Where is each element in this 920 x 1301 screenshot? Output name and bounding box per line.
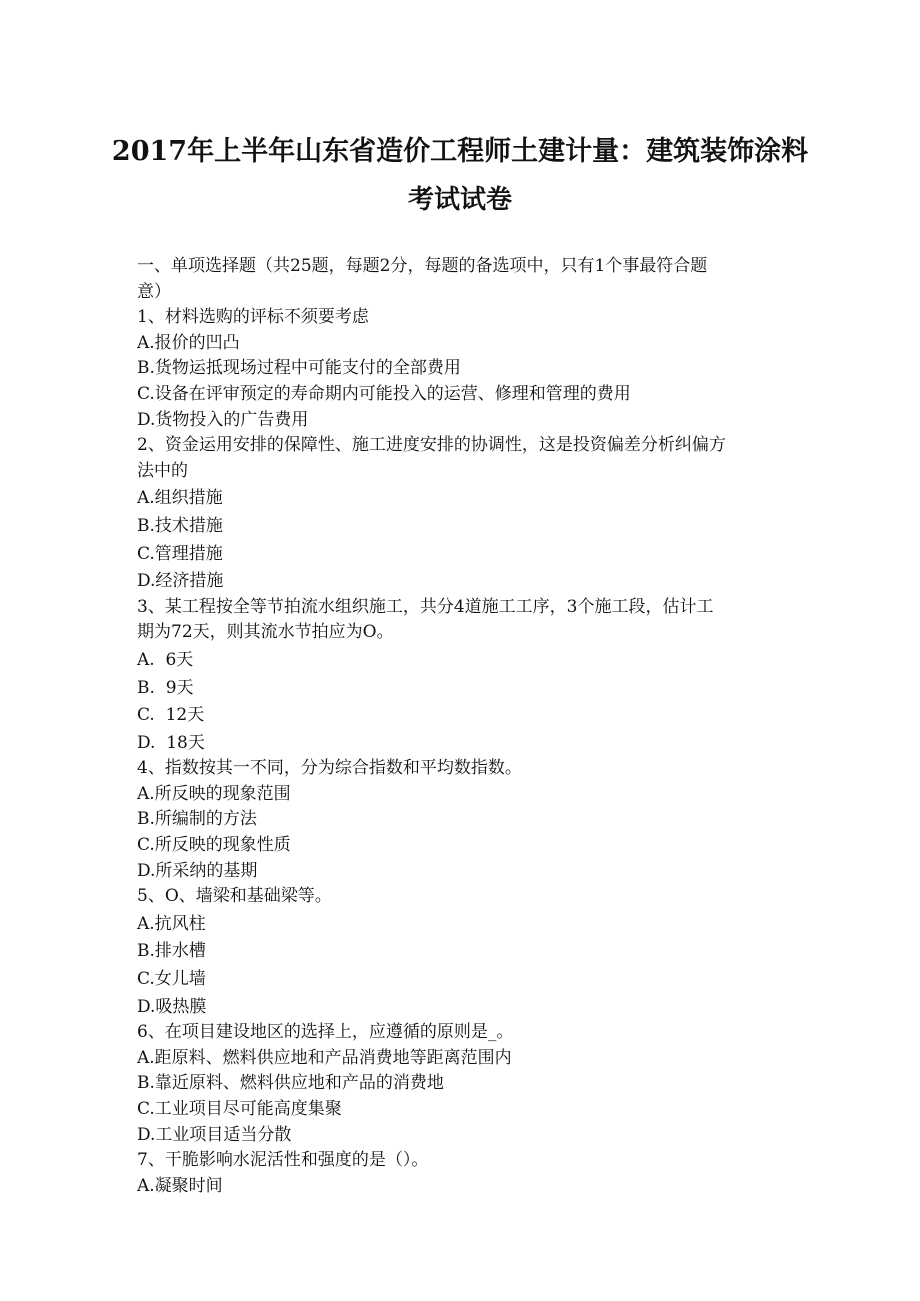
question-stem: 5、O、墙梁和基础梁等。 <box>137 886 332 907</box>
question-stem: 1、材料选购的评标不须要考虑 <box>137 307 369 328</box>
question-stem-continued: 期为72天，则其流水节拍应为O。 <box>137 622 394 643</box>
option-a: A.组织措施 <box>137 488 223 509</box>
question-4 <box>137 756 787 884</box>
question-stem: 3、某工程按全等节拍流水组织施工，共分4道施工工序，3个施工段，估计工 <box>137 596 714 617</box>
option-d: D.工业项目适当分散 <box>137 1124 292 1145</box>
option-a: A.抗风柱 <box>137 913 206 934</box>
option-a: A. 6天 <box>137 649 194 670</box>
option-a: A.距原料、燃料供应地和产品消费地等距离范围内 <box>137 1047 512 1068</box>
option-b: B.技术措施 <box>137 515 223 536</box>
option-a: A.凝聚时间 <box>137 1175 223 1196</box>
section-heading: 一、单项选择题（共25题，每题2分，每题的备选项中，只有1个事最符合题 <box>137 256 708 276</box>
option-b: B.所编制的方法 <box>137 809 257 830</box>
question-stem-continued: 法中的 <box>137 460 188 481</box>
option-b: B.货物运抵现场过程中可能支付的全部费用 <box>137 358 461 379</box>
option-b: B.靠近原料、燃料供应地和产品的消费地 <box>137 1073 444 1094</box>
question-stem: 7、干脆影响水泥活性和强度的是（）。 <box>137 1150 429 1171</box>
option-c: C.工业项目尽可能高度集聚 <box>137 1099 342 1119</box>
option-d: D.货物投入的广告费用 <box>137 409 309 430</box>
option-d: D.所采纳的基期 <box>137 860 258 881</box>
question-1 <box>137 305 787 433</box>
document-body <box>137 254 787 1199</box>
question-stem: 4、指数按其一不同，分为综合指数和平均数指数。 <box>137 758 522 779</box>
option-b: B.排水槽 <box>137 941 206 962</box>
option-c: C.设备在评审预定的寿命期内可能投入的运营、修理和管理的费用 <box>137 383 631 404</box>
option-b: B. 9天 <box>137 677 194 698</box>
option-d: D.经济措施 <box>137 571 224 592</box>
option-c: C.女儿墙 <box>137 969 206 990</box>
option-a: A.所反映的现象范围 <box>137 783 291 804</box>
question-5 <box>137 884 787 1020</box>
question-2 <box>137 433 787 595</box>
question-stem: 2、资金运用安排的保障性、施工进度安排的协调性，这是投资偏差分析纠偏方 <box>137 435 726 456</box>
question-6 <box>137 1020 787 1148</box>
question-stem: 6、在项目建设地区的选择上，应遵循的原则是_。 <box>137 1022 514 1043</box>
section-heading-continued: 意） <box>137 281 171 302</box>
option-a: A.报价的凹凸 <box>137 332 240 353</box>
question-7 <box>137 1148 787 1199</box>
option-d: D.吸热膜 <box>137 996 207 1017</box>
option-d: D. 18天 <box>137 732 205 753</box>
option-c: C. 12天 <box>137 705 205 726</box>
option-c: C.管理措施 <box>137 543 223 564</box>
document-title-line-1: 2017年上半年山东省造价工程师土建计量：建筑装饰涂料 <box>111 136 809 167</box>
option-c: C.所反映的现象性质 <box>137 835 291 856</box>
question-3 <box>137 595 787 757</box>
document-title-line-2: 考试试卷 <box>407 185 512 215</box>
